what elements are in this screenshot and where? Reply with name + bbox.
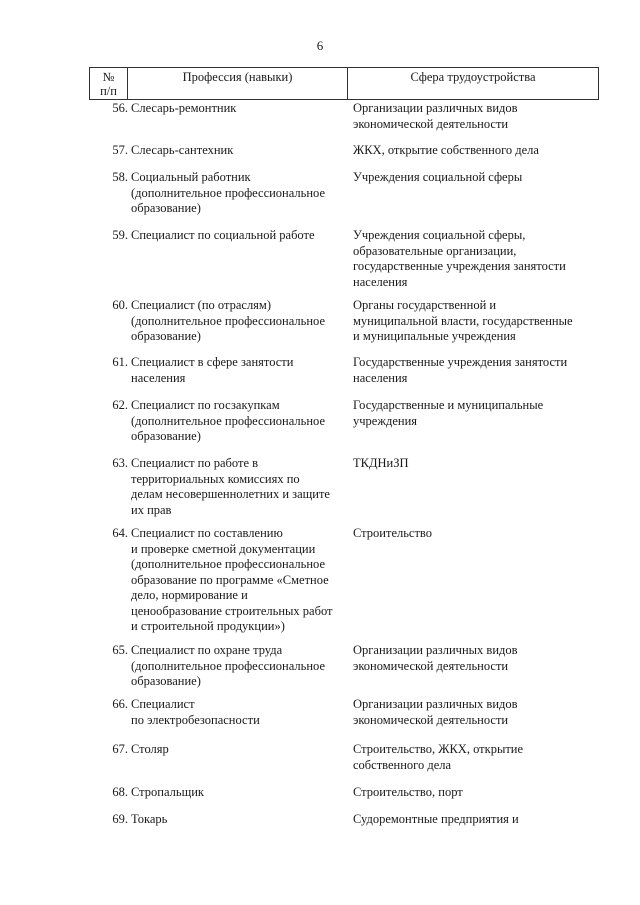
sphere-line: учреждения (353, 413, 418, 428)
sphere-cell (353, 697, 603, 728)
sphere-line: Учреждения социальной сферы, (353, 228, 526, 242)
profession-cell (131, 143, 351, 159)
sphere-cell (353, 785, 603, 801)
row-number: 66. (112, 697, 128, 711)
row-number: 58. (112, 170, 128, 184)
sphere-line: ЖКХ, открытие собственного дела (353, 143, 539, 157)
row-number: 60. (112, 298, 128, 312)
profession-cell (131, 456, 351, 518)
sphere-line: экономической деятельности (353, 658, 509, 673)
profession-cell (131, 355, 351, 386)
profession-line: (дополнительное профессиональное (131, 413, 325, 428)
profession-line: Слесарь-сантехник (131, 143, 234, 157)
row-number: 62. (112, 398, 128, 412)
profession-line: и проверке сметной документации (131, 541, 316, 556)
profession-line: (дополнительное профессиональное (131, 557, 325, 571)
sphere-line: экономической деятельности (353, 116, 509, 131)
profession-cell (131, 697, 351, 728)
sphere-line: Государственные учреждения занятости (353, 355, 568, 369)
sphere-line: ТКДНиЗП (353, 456, 409, 470)
sphere-line: Учреждения социальной сферы (353, 170, 523, 184)
sphere-cell (353, 298, 603, 345)
page-number: 6 (316, 38, 324, 53)
profession-line: Специалист по охране труда (131, 643, 283, 657)
row-number: 68. (112, 785, 128, 799)
sphere-line: Органы государственной и (353, 298, 497, 312)
profession-line: ценообразование строительных работ (131, 603, 333, 618)
profession-cell (131, 398, 351, 445)
profession-cell (131, 101, 351, 117)
profession-line: Слесарь-ремонтник (131, 101, 237, 115)
profession-line: образование) (131, 429, 201, 443)
sphere-cell (353, 526, 603, 542)
row-number: 59. (112, 228, 128, 242)
profession-line: Специалист по госзакупкам (131, 398, 280, 412)
header-number-label: № (102, 70, 115, 84)
header-profession-column: Профессия (навыки) (128, 68, 348, 99)
profession-cell (131, 812, 351, 828)
sphere-line: Строительство (353, 526, 433, 540)
row-number: 64. (112, 526, 128, 540)
profession-line: Социальный работник (131, 170, 251, 184)
sphere-line: государственные учреждения занятости (353, 259, 566, 273)
profession-line: образование) (131, 201, 201, 215)
profession-line: территориальных комиссиях по (131, 471, 300, 486)
sphere-line: Судоремонтные предприятия и (353, 812, 519, 826)
profession-line: дело, нормирование и (131, 588, 248, 602)
profession-line: делам несовершеннолетних и защите (131, 487, 330, 501)
sphere-line: собственного дела (353, 757, 452, 772)
profession-line: Специалист по работе в (131, 456, 259, 470)
sphere-cell (353, 812, 603, 828)
profession-line: (дополнительное профессиональное (131, 658, 325, 673)
header-number-column (90, 68, 128, 99)
profession-line: населения (131, 370, 186, 385)
profession-line: Специалист в сфере занятости (131, 355, 294, 369)
sphere-cell (353, 742, 603, 773)
profession-line: образование по программе «Сметное (131, 572, 329, 587)
sphere-line: Организации различных видов (353, 643, 518, 657)
profession-line: Токарь (131, 812, 168, 826)
sphere-line: Организации различных видов (353, 101, 518, 115)
sphere-line: и муниципальные учреждения (353, 329, 516, 343)
sphere-cell (353, 228, 603, 290)
row-number: 57. (112, 143, 128, 157)
sphere-cell (353, 456, 603, 472)
sphere-cell (353, 170, 603, 186)
header-number-sublabel: п/п (100, 84, 117, 98)
profession-cell (131, 785, 351, 801)
header-sphere-column: Сфера трудоустройства (410, 70, 536, 84)
sphere-line: населения (353, 370, 408, 385)
row-number: 65. (112, 643, 128, 657)
profession-cell (131, 526, 351, 635)
row-number: 56. (112, 101, 128, 115)
sphere-line: Организации различных видов (353, 697, 518, 711)
profession-line: Специалист (по отраслям) (131, 298, 272, 312)
sphere-line: экономической деятельности (353, 712, 509, 727)
sphere-line: муниципальной власти, государственные (353, 313, 573, 328)
profession-cell (131, 298, 351, 345)
sphere-line: Строительство, порт (353, 785, 463, 799)
sphere-cell (353, 355, 603, 386)
profession-cell (131, 742, 351, 758)
sphere-line: населения (353, 274, 408, 289)
sphere-line: образовательные организации, (353, 243, 517, 258)
table-header (89, 67, 599, 100)
profession-line: образование) (131, 329, 201, 343)
row-number: 69. (112, 812, 128, 826)
profession-line: (дополнительное профессиональное (131, 313, 325, 328)
profession-line: (дополнительное профессиональное (131, 185, 325, 200)
sphere-line: Строительство, ЖКХ, открытие (353, 742, 524, 756)
profession-line: Специалист по составлению (131, 526, 283, 540)
profession-line: Столяр (131, 742, 169, 756)
profession-line: Специалист (131, 697, 195, 711)
profession-cell (131, 643, 351, 690)
sphere-cell (353, 398, 603, 429)
profession-line: по электробезопасности (131, 712, 260, 727)
profession-line: Специалист по социальной работе (131, 228, 315, 242)
sphere-cell (353, 643, 603, 674)
sphere-cell (353, 143, 603, 159)
profession-cell (131, 228, 351, 244)
row-number: 61. (112, 355, 128, 369)
sphere-line: Государственные и муниципальные (353, 398, 544, 412)
profession-line: их прав (131, 502, 172, 517)
profession-cell (131, 170, 351, 217)
row-number: 63. (112, 456, 128, 470)
row-number: 67. (112, 742, 128, 756)
profession-line: и строительной продукции») (131, 619, 285, 633)
sphere-cell (353, 101, 603, 132)
profession-line: образование) (131, 674, 201, 688)
profession-line: Стропальщик (131, 785, 204, 799)
